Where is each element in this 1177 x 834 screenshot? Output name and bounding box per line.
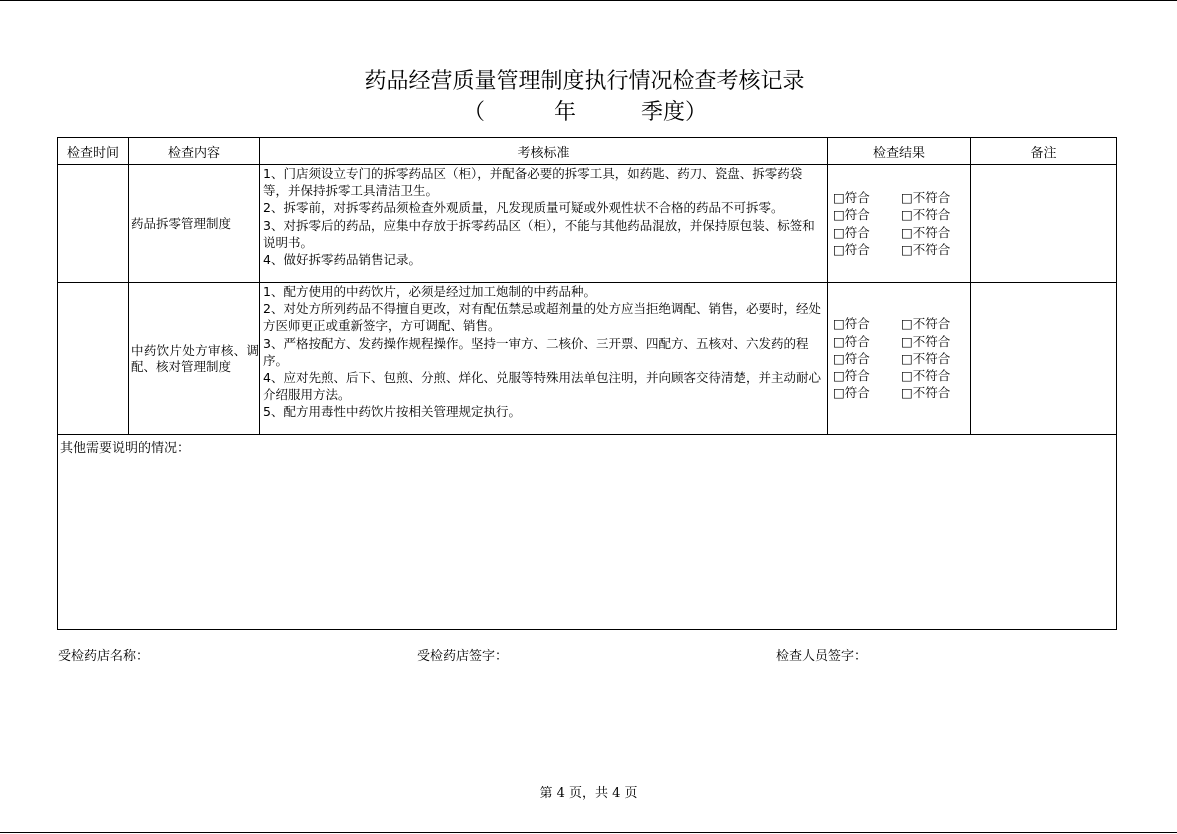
standard-item: 4、做好拆零药品销售记录。 bbox=[263, 252, 421, 268]
other-notes-label: 其他需要说明的情况： bbox=[60, 441, 191, 456]
standard-item: 5、配方用毒性中药饮片按相关管理规定执行。 bbox=[263, 404, 521, 420]
standard-item: 3、对拆零后的药品，应集中存放于拆零药品区（柜），不能与其他药品混放，并保持原包装、标签和说明书。 bbox=[263, 217, 815, 250]
header-standard: 考核标准 bbox=[260, 138, 828, 165]
row1-standards bbox=[260, 165, 828, 283]
subtitle-open-paren: （ bbox=[463, 100, 486, 125]
standard-item: 3、严格按配方、发药操作规程操作。坚持一审方、二核价、三开票、四配方、五核对、六发药的程序。 bbox=[263, 335, 809, 368]
row1-remark[interactable] bbox=[971, 165, 1117, 283]
document-title: 药品经营质量管理制度执行情况检查考核记录 bbox=[364, 69, 805, 94]
fail-checkbox[interactable]: □不符合 bbox=[901, 241, 951, 257]
pass-checkbox[interactable]: □符合 bbox=[833, 368, 870, 384]
store-sign-label: 受检药店签字： bbox=[417, 649, 509, 664]
standard-item: 4、应对先煎、后下、包煎、分煎、烊化、兑服等特殊用法单包注明，并向顾客交待清楚，并主动耐心介绍服用方法。 bbox=[263, 370, 821, 403]
result-option-row bbox=[833, 241, 970, 258]
pass-checkbox[interactable]: □符合 bbox=[833, 316, 870, 332]
fail-checkbox[interactable]: □不符合 bbox=[901, 207, 951, 223]
table-header-row bbox=[58, 138, 1117, 165]
pass-checkbox[interactable]: □符合 bbox=[833, 333, 870, 349]
result-option-row bbox=[833, 189, 970, 206]
pass-checkbox[interactable]: □符合 bbox=[833, 224, 870, 240]
pass-checkbox[interactable]: □符合 bbox=[833, 207, 870, 223]
result-option-row bbox=[833, 224, 970, 241]
fail-checkbox[interactable]: □不符合 bbox=[901, 385, 951, 401]
row1-content: 药品拆零管理制度 bbox=[129, 165, 260, 283]
standard-item: 2、拆零前，对拆零药品须检查外观质量，凡发现质量可疑或外观性状不合格的药品不可拆零。 bbox=[263, 200, 784, 216]
document-subtitle bbox=[0, 95, 1177, 123]
row1-results bbox=[828, 165, 971, 283]
result-option-row bbox=[833, 367, 970, 384]
fail-checkbox[interactable]: □不符合 bbox=[901, 333, 951, 349]
header-check-time: 检查时间 bbox=[58, 138, 129, 165]
bottom-border-line bbox=[0, 832, 1177, 833]
table-row bbox=[58, 283, 1117, 435]
standard-item: 2、对处方所列药品不得擅自更改，对有配伍禁忌或超剂量的处方应当拒绝调配、销售，必要时，经处方医师更正或重新签字，方可调配、销售。 bbox=[263, 301, 821, 334]
subtitle-quarter: 季度） bbox=[641, 100, 708, 125]
result-option-row bbox=[833, 333, 970, 350]
other-notes-cell[interactable] bbox=[58, 435, 1117, 630]
fail-checkbox[interactable]: □不符合 bbox=[901, 189, 951, 205]
result-option-row bbox=[833, 384, 970, 401]
fail-checkbox[interactable]: □不符合 bbox=[901, 350, 951, 366]
pass-checkbox[interactable]: □符合 bbox=[833, 350, 870, 366]
row1-time[interactable] bbox=[58, 165, 129, 283]
fail-checkbox[interactable]: □不符合 bbox=[901, 316, 951, 332]
pass-checkbox[interactable]: □符合 bbox=[833, 189, 870, 205]
other-notes-row bbox=[58, 435, 1117, 630]
result-option-row bbox=[833, 206, 970, 223]
result-option-row bbox=[833, 350, 970, 367]
page-footer: 第 4 页，共 4 页 bbox=[539, 786, 638, 801]
row2-content: 中药饮片处方审核、调配、核对管理制度 bbox=[129, 283, 260, 435]
standard-item: 1、配方使用的中药饮片，必须是经过加工炮制的中药品种。 bbox=[263, 284, 596, 299]
row2-remark[interactable] bbox=[971, 283, 1117, 435]
subtitle-year: 年 bbox=[554, 100, 577, 125]
fail-checkbox[interactable]: □不符合 bbox=[901, 224, 951, 240]
inspector-sign-label: 检查人员签字： bbox=[776, 649, 868, 664]
row2-standards bbox=[260, 283, 828, 435]
header-remark: 备注 bbox=[971, 138, 1117, 165]
table-row bbox=[58, 165, 1117, 283]
row2-time[interactable] bbox=[58, 283, 129, 435]
pass-checkbox[interactable]: □符合 bbox=[833, 385, 870, 401]
top-border-line bbox=[0, 0, 1177, 1]
inspection-table bbox=[57, 137, 1117, 630]
standard-item: 1、门店须设立专门的拆零药品区（柜），并配备必要的拆零工具，如药匙、药刀、瓷盘、拆零药袋等，并保持拆零工具清洁卫生。 bbox=[263, 166, 803, 199]
header-check-content: 检查内容 bbox=[129, 138, 260, 165]
pass-checkbox[interactable]: □符合 bbox=[833, 241, 870, 257]
result-option-row bbox=[833, 315, 970, 332]
fail-checkbox[interactable]: □不符合 bbox=[901, 368, 951, 384]
header-result: 检查结果 bbox=[828, 138, 971, 165]
row2-results bbox=[828, 283, 971, 435]
store-name-label: 受检药店名称： bbox=[58, 649, 150, 664]
